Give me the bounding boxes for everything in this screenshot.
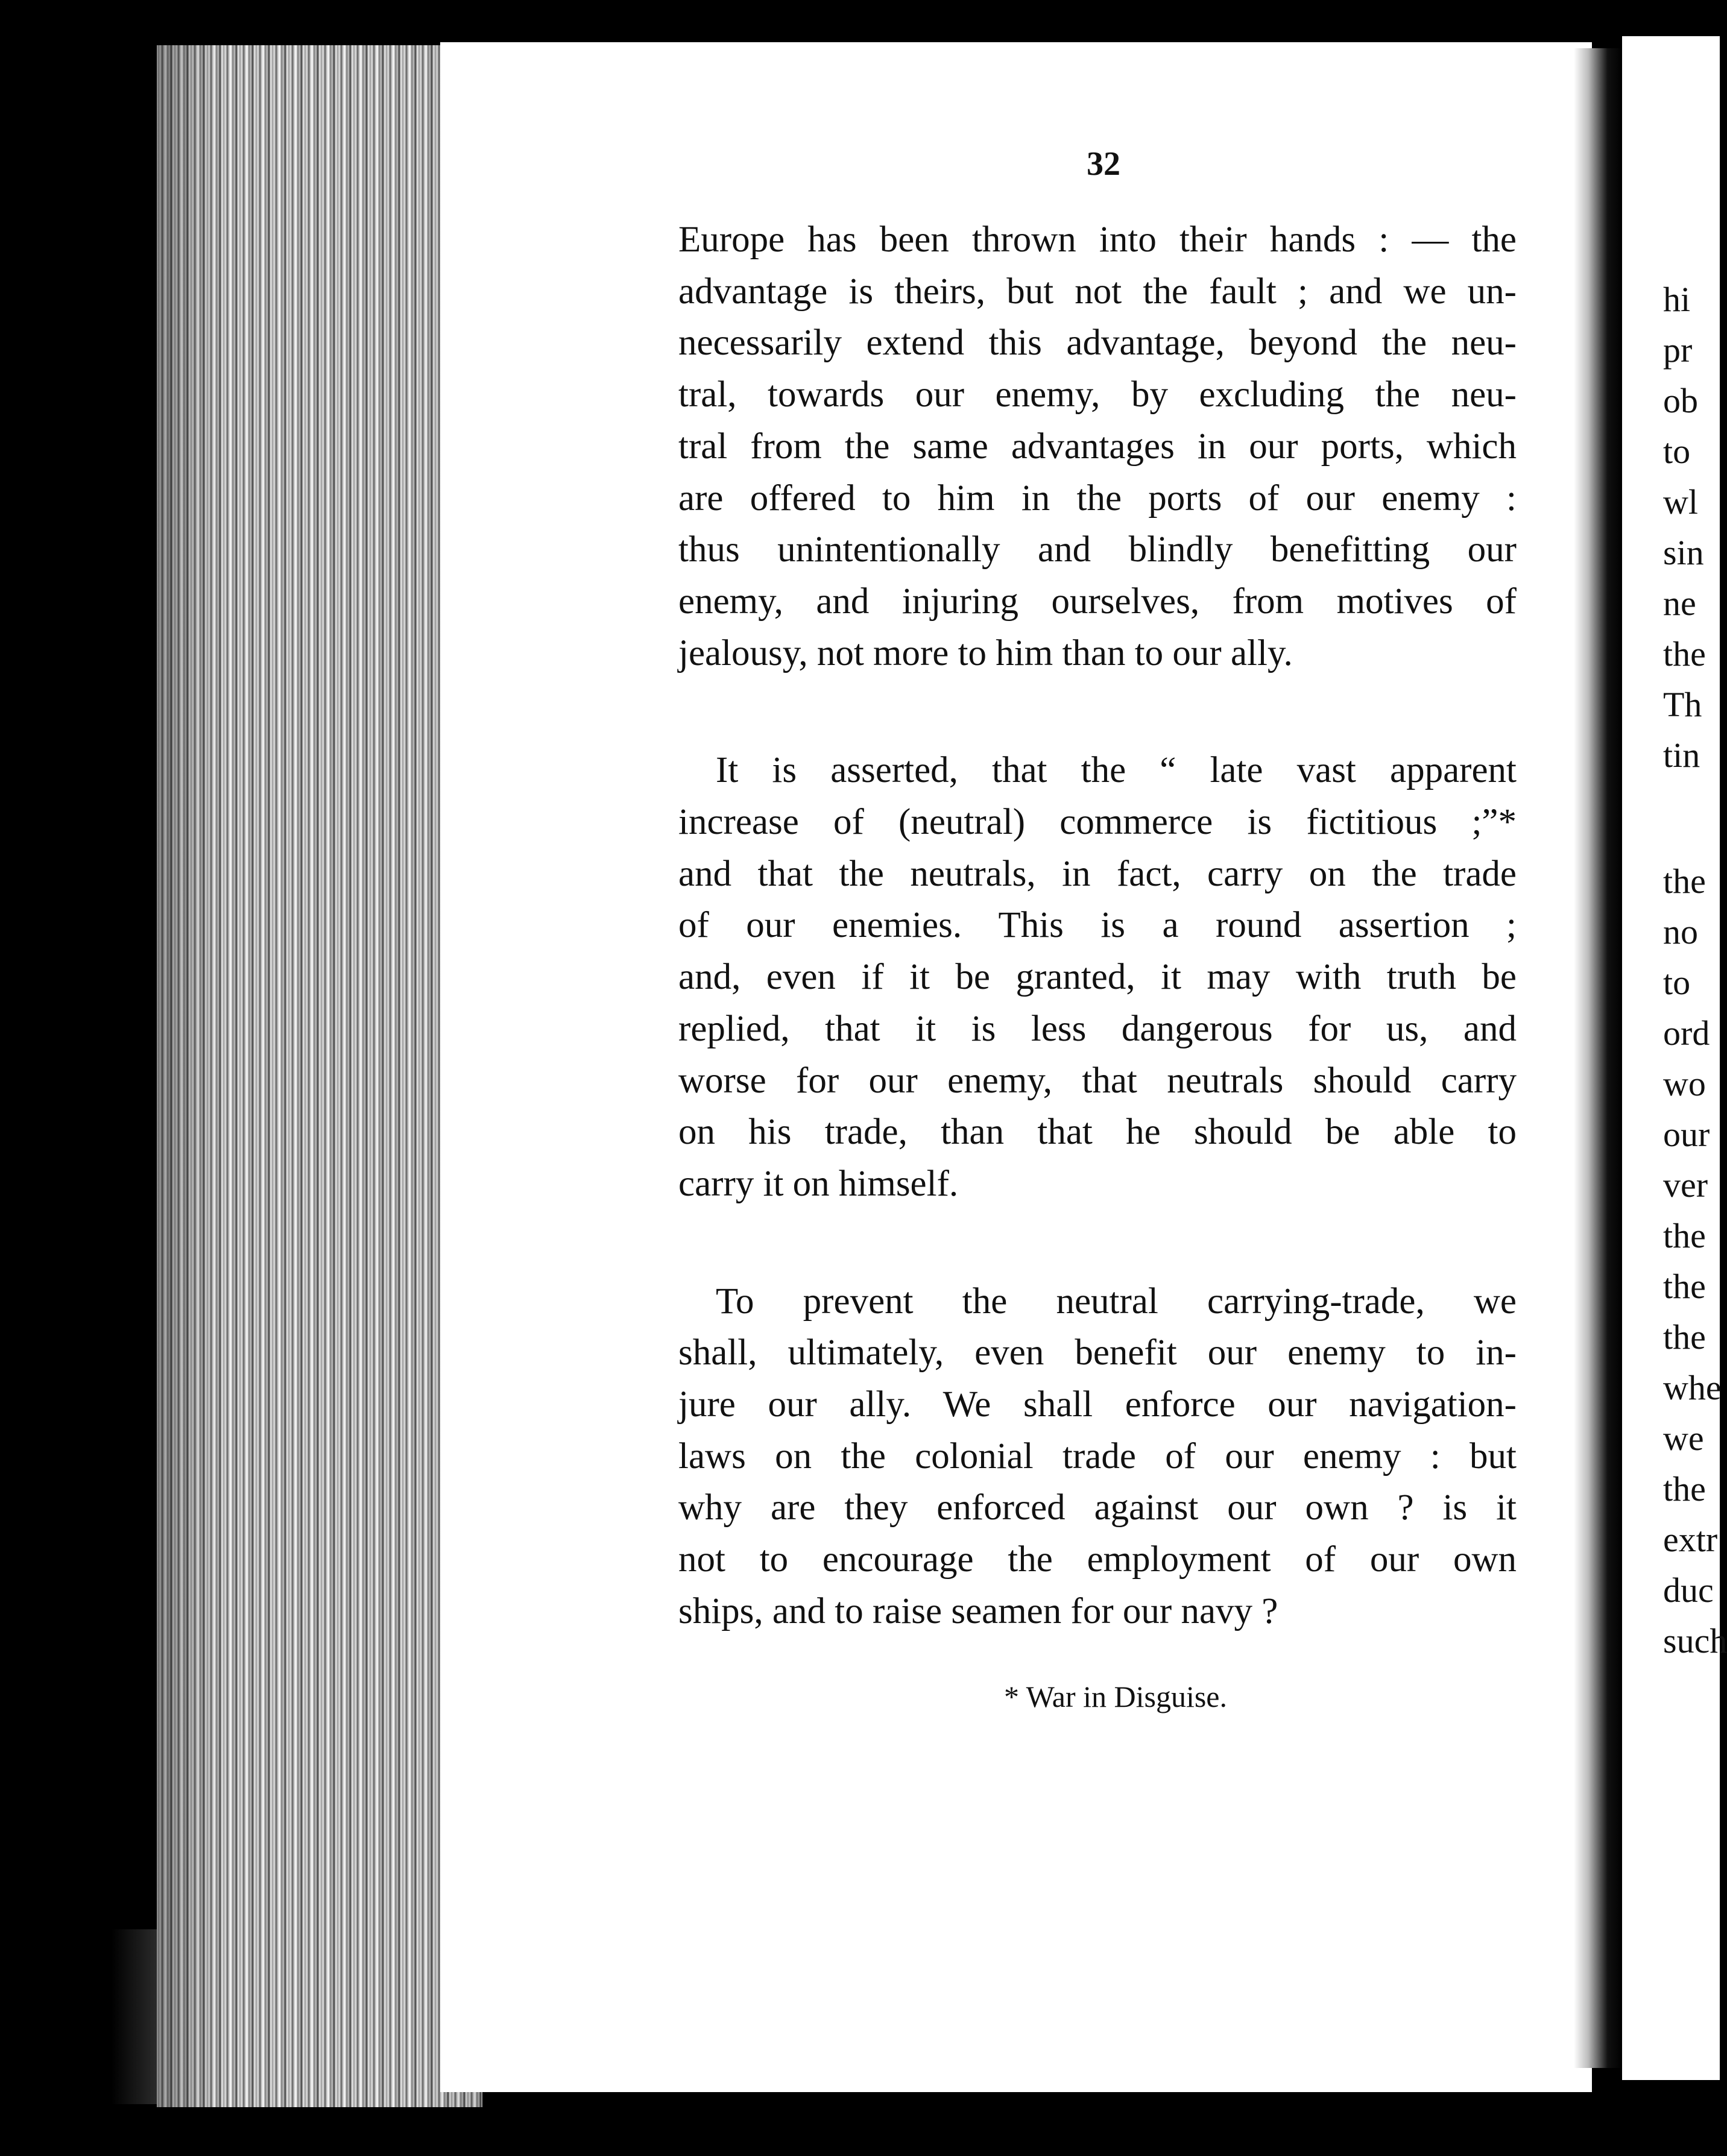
text-line: carry it on himself. [678, 1163, 959, 1204]
paragraph-2-body [678, 796, 1517, 1210]
paragraph-3 [678, 1276, 1517, 1328]
paragraph-3-body [678, 1327, 1517, 1637]
text-line: jure our ally. We shall enforce our navigation- [678, 1384, 1517, 1425]
text-line: Europe has been thrown into their hands : — the [678, 219, 1517, 260]
fragment-line: ne [1663, 584, 1696, 623]
fragment-line: Th [1663, 685, 1702, 724]
fragment-line: the [1663, 634, 1706, 673]
fragment-line: the [1663, 1317, 1706, 1357]
fragment-line: the [1663, 1216, 1706, 1255]
fragment-line: pr [1663, 330, 1693, 370]
fragment-line: the [1663, 1469, 1706, 1508]
fragment-line: tin [1663, 736, 1700, 775]
text-line: tral from the same advantages in our ports, which [678, 426, 1517, 467]
fragment-gap [1663, 781, 1720, 856]
text-line: thus unintentionally and blindly benefitting our [678, 529, 1517, 570]
fragment-line: wo [1663, 1064, 1706, 1103]
fragment-line: ver [1663, 1165, 1708, 1205]
text-line: of our enemies. This is a round assertion ; [678, 905, 1517, 946]
paragraph-gap [678, 679, 1517, 745]
fragment-line: extr [1663, 1520, 1718, 1559]
fragment-line: ord [1663, 1013, 1710, 1053]
text-line: laws on the colonial trade of our enemy : but [678, 1436, 1517, 1477]
fragment-line: duc [1663, 1571, 1714, 1610]
text-line: on his trade, than that he should be able to [678, 1112, 1517, 1153]
gutter-shadow [1574, 48, 1622, 2068]
text-line: increase of (neutral) commerce is fictitious ;”* [678, 802, 1517, 843]
text-line: It is asserted, that the “ late vast apparent [716, 750, 1517, 791]
text-line: advantage is theirs, but not the fault ; and we un- [678, 271, 1517, 312]
footnote: * War in Disguise. [1003, 1680, 1228, 1713]
fragment-line: we [1663, 1419, 1704, 1458]
fragment-line: the [1663, 862, 1706, 901]
text-line: To prevent the neutral carrying-trade, we [716, 1281, 1517, 1322]
text-line: why are they enforced against our own ? is it [678, 1487, 1517, 1528]
page-edges [157, 45, 482, 2107]
fragment-line: wl [1663, 482, 1698, 522]
page-number: 32 [1087, 145, 1120, 183]
fragment-line: sin [1663, 533, 1704, 572]
facing-page-text [1663, 274, 1727, 1666]
fragment-line: hi [1663, 280, 1691, 319]
paragraph-2 [678, 745, 1517, 796]
text-line: enemy, and injuring ourselves, from motives of [678, 581, 1517, 622]
text-line: tral, towards our enemy, by excluding the neu- [678, 374, 1517, 415]
text-line: necessarily extend this advantage, beyond the neu- [678, 323, 1517, 364]
fragment-line: to [1663, 963, 1691, 1002]
paragraph-gap [678, 1210, 1517, 1276]
text-line: shall, ultimately, even benefit our enemy to in- [678, 1332, 1517, 1373]
fragment-line: such [1663, 1621, 1727, 1660]
fragment-line: our [1663, 1115, 1710, 1154]
fragment-line: to [1663, 432, 1691, 471]
fragment-line: the [1663, 1267, 1706, 1306]
text-line: and that the neutrals, in fact, carry on the trade [678, 853, 1517, 894]
text-line: jealousy, not more to him than to our ally. [678, 632, 1293, 673]
text-line: worse for our enemy, that neutrals should carry [678, 1060, 1517, 1101]
text-line: ships, and to raise seamen for our navy ? [678, 1590, 1278, 1631]
fragment-line: ob [1663, 381, 1698, 420]
text-line: are offered to him in the ports of our enemy : [678, 478, 1517, 519]
text-line: and, even if it be granted, it may with truth be [678, 957, 1517, 998]
body-text [678, 214, 1517, 1637]
fragment-line: no [1663, 912, 1698, 951]
text-line: replied, that it is less dangerous for us, and [678, 1008, 1517, 1049]
text-line: not to encourage the employment of our own [678, 1539, 1517, 1580]
fragment-line: whe [1663, 1368, 1722, 1407]
paragraph-1 [678, 214, 1517, 679]
